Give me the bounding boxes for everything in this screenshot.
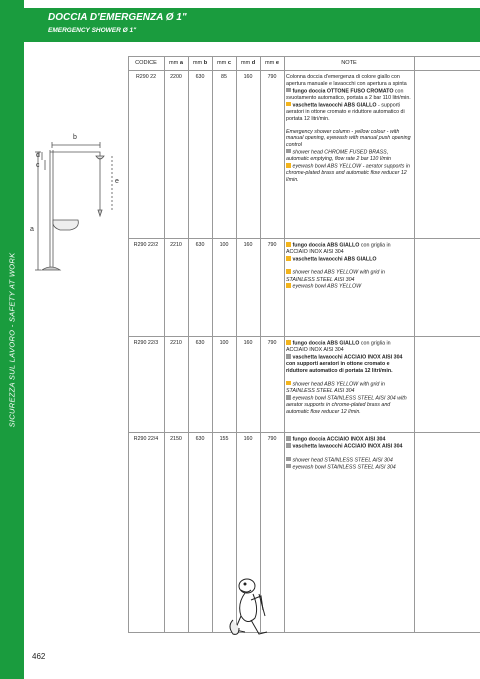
header-mm-e: mm e bbox=[264, 60, 279, 66]
gray-marker-icon bbox=[286, 88, 291, 93]
gray-marker-icon bbox=[286, 395, 291, 400]
product-code: R290 22/3 bbox=[133, 340, 159, 346]
dimension-a: 2150 bbox=[170, 436, 182, 442]
note-bold-text: vaschetta lavaocchi ABS GIALLO bbox=[292, 256, 377, 263]
dimension-e: 790 bbox=[267, 340, 277, 346]
note-bold-text: fungo doccia OTTONE FUSO CROMATO bbox=[292, 88, 394, 95]
note-text: con griglia in ACCIAIO INOX AISI 304 bbox=[286, 242, 391, 256]
note-text: eyewash bowl STAINLESS STEEL AISI 304 bbox=[292, 464, 396, 471]
page-number: 462 bbox=[32, 652, 46, 661]
dimension-c: 100 bbox=[219, 340, 229, 346]
dimension-d: 160 bbox=[243, 74, 253, 80]
dimension-d: 160 bbox=[243, 340, 253, 346]
note-line-en bbox=[286, 283, 412, 290]
note-line-en bbox=[286, 464, 412, 471]
header-mm-c: mm c bbox=[216, 60, 231, 66]
sidebar-label: SICUREZZA SUL LAVORO - SAFETY AT WORK bbox=[7, 252, 17, 428]
dimension-label-c: c bbox=[36, 162, 40, 169]
sidebar bbox=[0, 0, 24, 679]
note-bold-text: fungo doccia ABS GIALLO bbox=[292, 242, 360, 249]
page-subtitle: EMERGENCY SHOWER Ø 1" bbox=[48, 27, 137, 34]
dimension-c: 100 bbox=[219, 242, 229, 248]
note-bold-text: fungo doccia ABS GIALLO bbox=[292, 340, 360, 347]
dimension-a: 2210 bbox=[170, 242, 182, 248]
dimension-c: 85 bbox=[221, 74, 227, 80]
product-note bbox=[286, 436, 412, 471]
dimension-e: 790 bbox=[267, 74, 277, 80]
dimension-b: 630 bbox=[195, 340, 205, 346]
note-text: shower head STAINLESS STEEL AISI 304 bbox=[292, 457, 393, 464]
gray-marker-icon bbox=[286, 149, 291, 154]
note-text: con griglia in ACCIAIO INOX AISI 304 bbox=[286, 340, 391, 354]
note-line-en bbox=[286, 395, 412, 416]
header-mm-d: mm d bbox=[240, 60, 256, 66]
note-line-it bbox=[286, 102, 412, 123]
yellow-marker-icon bbox=[286, 340, 291, 345]
note-text: eyewash bowl ABS YELLOW bbox=[292, 283, 362, 290]
note-line-it bbox=[286, 354, 412, 375]
gray-marker-icon bbox=[286, 464, 291, 469]
beaver-mascot-icon bbox=[225, 570, 275, 642]
note-text: shower head ABS YELLOW with grid in STAINLESS STEEL AISI 304 bbox=[286, 269, 385, 283]
dimension-d: 160 bbox=[243, 242, 253, 248]
yellow-marker-icon bbox=[286, 256, 291, 261]
dimension-e: 790 bbox=[267, 242, 277, 248]
dimension-a: 2210 bbox=[170, 340, 182, 346]
dimension-c: 155 bbox=[219, 436, 229, 442]
note-line-it bbox=[286, 242, 412, 256]
yellow-marker-icon bbox=[286, 163, 291, 168]
dimension-label-e: e bbox=[115, 178, 119, 185]
note-text: Colonna doccia d'emergenza di colore giallo con apertura manuale e lavaocchi con apertura a spinta bbox=[286, 74, 407, 87]
product-code: R290 22/2 bbox=[133, 242, 159, 248]
dimension-e: 790 bbox=[267, 436, 277, 442]
note-bold-text: vaschetta lavaocchi ACCIAIO INOX AISI 304 con supporti aeratori in ottone cromato e riduttore automatico di portata 12 litri/min. bbox=[286, 354, 403, 375]
note-line-en bbox=[286, 457, 412, 464]
product-note bbox=[286, 242, 412, 291]
note-bold-text: vaschetta lavaocchi ABS GIALLO bbox=[292, 102, 377, 109]
dimension-b: 630 bbox=[195, 242, 205, 248]
dimension-label-a: a bbox=[30, 226, 34, 233]
note-line-it bbox=[286, 74, 412, 88]
dimension-b: 630 bbox=[195, 436, 205, 442]
gray-marker-icon bbox=[286, 354, 291, 359]
product-note bbox=[286, 74, 412, 184]
dimension-a: 2200 bbox=[170, 74, 182, 80]
yellow-marker-icon bbox=[286, 242, 291, 247]
page-title: DOCCIA D'EMERGENZA Ø 1" bbox=[48, 12, 187, 23]
note-line-en bbox=[286, 381, 412, 395]
note-line-en bbox=[286, 149, 412, 163]
note-line-en bbox=[286, 129, 412, 149]
dimension-b: 630 bbox=[195, 74, 205, 80]
note-line-it bbox=[286, 443, 412, 450]
note-line-it bbox=[286, 256, 412, 263]
note-line-it bbox=[286, 436, 412, 443]
header-mm-b: mm b bbox=[192, 60, 208, 66]
note-text: con svuotamento automatico, portata a 2 bar 110 litri/min. bbox=[286, 88, 411, 101]
gray-marker-icon bbox=[286, 436, 291, 441]
header-codice: CODICE bbox=[135, 60, 157, 66]
product-table bbox=[128, 56, 480, 632]
shower-diagram bbox=[30, 130, 122, 280]
header-note: NOTE bbox=[341, 60, 357, 66]
note-bold-text: fungo doccia ACCIAIO INOX AISI 304 bbox=[292, 436, 386, 443]
dimension-d: 160 bbox=[243, 436, 253, 442]
yellow-marker-icon bbox=[286, 283, 291, 288]
note-bold-text: vaschetta lavaocchi ACCIAIO INOX AISI 304 bbox=[292, 443, 403, 450]
note-line-it bbox=[286, 88, 412, 102]
note-text: shower head ABS YELLOW with grid in STAINLESS STEEL AISI 304 bbox=[286, 381, 385, 395]
note-line-en bbox=[286, 163, 412, 184]
emergency-shower-drawing-icon bbox=[30, 130, 122, 280]
note-text: eyewash bowl STAINLESS STEEL AISI 304 with aerator supports in chrome-plated brass and automatic flow reducer 12 l/min. bbox=[286, 395, 407, 416]
product-code: R290 22/4 bbox=[133, 436, 159, 442]
yellow-marker-icon bbox=[286, 269, 291, 274]
yellow-marker-icon bbox=[286, 102, 291, 107]
yellow-marker-icon bbox=[286, 381, 291, 386]
header-mm-a: mm a bbox=[168, 60, 183, 66]
gray-marker-icon bbox=[286, 443, 291, 448]
dimension-label-d: d bbox=[36, 152, 40, 159]
note-text: - supporti aeratori in ottone cromato e riduttore automatico di portata 12 litri/min. bbox=[286, 102, 405, 122]
product-note bbox=[286, 340, 412, 416]
note-line-it bbox=[286, 340, 412, 354]
gray-marker-icon bbox=[286, 457, 291, 462]
product-code: R290 22 bbox=[135, 74, 157, 80]
header-band bbox=[24, 8, 480, 42]
note-text: shower head CHROME FUSED BRASS, automatic emptying, flow rate 2 bar 110 l/min bbox=[286, 149, 392, 163]
note-line-en bbox=[286, 269, 412, 283]
dimension-label-b: b bbox=[73, 134, 77, 141]
note-text: eyewash bowl ABS YELLOW - aerator supports in chrome-plated brass and automatic flow reducer 12 l/min. bbox=[286, 163, 410, 184]
note-text: Emergency shower column - yellow colour - with manual opening, eyewash with manual push opening control bbox=[286, 128, 411, 149]
